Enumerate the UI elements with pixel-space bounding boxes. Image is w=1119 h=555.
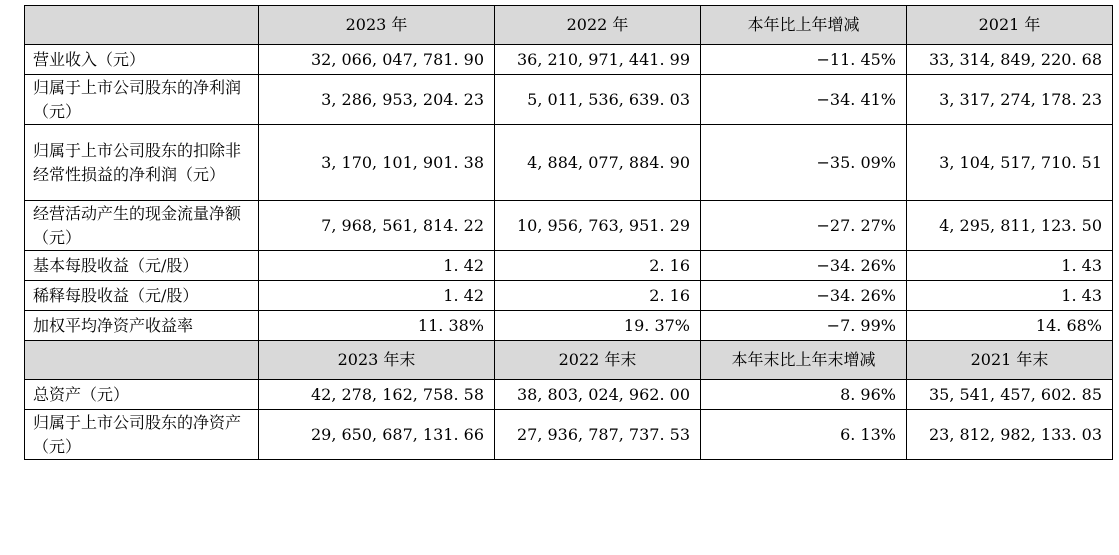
table-row [25, 125, 1113, 201]
header-cell: 2021 年末 [907, 341, 1113, 380]
header-cell: 本年末比上年末增减 [701, 341, 907, 380]
table-row [25, 201, 1113, 251]
table-row [25, 380, 1113, 410]
table-cell: 33, 314, 849, 220. 68 [907, 45, 1113, 75]
table-cell: 19. 37% [495, 311, 701, 341]
table-cell: 4, 884, 077, 884. 90 [495, 125, 701, 201]
table-cell: 35, 541, 457, 602. 85 [907, 380, 1113, 410]
table-cell: 4, 295, 811, 123. 50 [907, 201, 1113, 251]
table-cell: −27. 27% [701, 201, 907, 251]
table-cell: 1. 42 [259, 281, 495, 311]
table-row [25, 410, 1113, 460]
table-cell: 2. 16 [495, 281, 701, 311]
table-cell: 29, 650, 687, 131. 66 [259, 410, 495, 460]
table-cell: 1. 42 [259, 251, 495, 281]
table-cell: −11. 45% [701, 45, 907, 75]
table-cell: 38, 803, 024, 962. 00 [495, 380, 701, 410]
financial-indicators-table [24, 5, 1113, 460]
table-cell: −35. 09% [701, 125, 907, 201]
table-header-row-year-end [25, 341, 1113, 380]
row-label: 归属于上市公司股东的净利润（元） [25, 75, 259, 125]
header-cell [25, 341, 259, 380]
header-cell: 2022 年末 [495, 341, 701, 380]
table-cell: −7. 99% [701, 311, 907, 341]
table-cell: 3, 317, 274, 178. 23 [907, 75, 1113, 125]
table-cell: 11. 38% [259, 311, 495, 341]
table-cell: 27, 936, 787, 737. 53 [495, 410, 701, 460]
row-label: 归属于上市公司股东的扣除非经常性损益的净利润（元） [25, 125, 259, 201]
table-cell: 32, 066, 047, 781. 90 [259, 45, 495, 75]
table-cell: 14. 68% [907, 311, 1113, 341]
row-label: 基本每股收益（元/股） [25, 251, 259, 281]
table-cell: 6. 13% [701, 410, 907, 460]
row-label: 加权平均净资产收益率 [25, 311, 259, 341]
table-row [25, 311, 1113, 341]
table-row [25, 281, 1113, 311]
header-cell [25, 6, 259, 45]
table-cell: −34. 26% [701, 251, 907, 281]
table-row [25, 45, 1113, 75]
row-label: 归属于上市公司股东的净资产（元） [25, 410, 259, 460]
financial-table-container [24, 5, 1113, 460]
table-cell: 1. 43 [907, 281, 1113, 311]
header-cell: 2021 年 [907, 6, 1113, 45]
table-cell: 3, 170, 101, 901. 38 [259, 125, 495, 201]
row-label: 营业收入（元） [25, 45, 259, 75]
header-cell: 本年比上年增减 [701, 6, 907, 45]
row-label: 稀释每股收益（元/股） [25, 281, 259, 311]
header-cell: 2023 年 [259, 6, 495, 45]
header-cell: 2022 年 [495, 6, 701, 45]
table-cell: 3, 104, 517, 710. 51 [907, 125, 1113, 201]
table-header-row [25, 6, 1113, 45]
table-row [25, 75, 1113, 125]
table-cell: 10, 956, 763, 951. 29 [495, 201, 701, 251]
table-cell: −34. 26% [701, 281, 907, 311]
table-cell: −34. 41% [701, 75, 907, 125]
row-label: 总资产（元） [25, 380, 259, 410]
table-cell: 36, 210, 971, 441. 99 [495, 45, 701, 75]
table-row [25, 251, 1113, 281]
table-cell: 3, 286, 953, 204. 23 [259, 75, 495, 125]
table-cell: 2. 16 [495, 251, 701, 281]
row-label: 经营活动产生的现金流量净额（元） [25, 201, 259, 251]
table-cell: 23, 812, 982, 133. 03 [907, 410, 1113, 460]
table-cell: 42, 278, 162, 758. 58 [259, 380, 495, 410]
table-cell: 5, 011, 536, 639. 03 [495, 75, 701, 125]
table-cell: 8. 96% [701, 380, 907, 410]
table-cell: 1. 43 [907, 251, 1113, 281]
table-cell: 7, 968, 561, 814. 22 [259, 201, 495, 251]
header-cell: 2023 年末 [259, 341, 495, 380]
